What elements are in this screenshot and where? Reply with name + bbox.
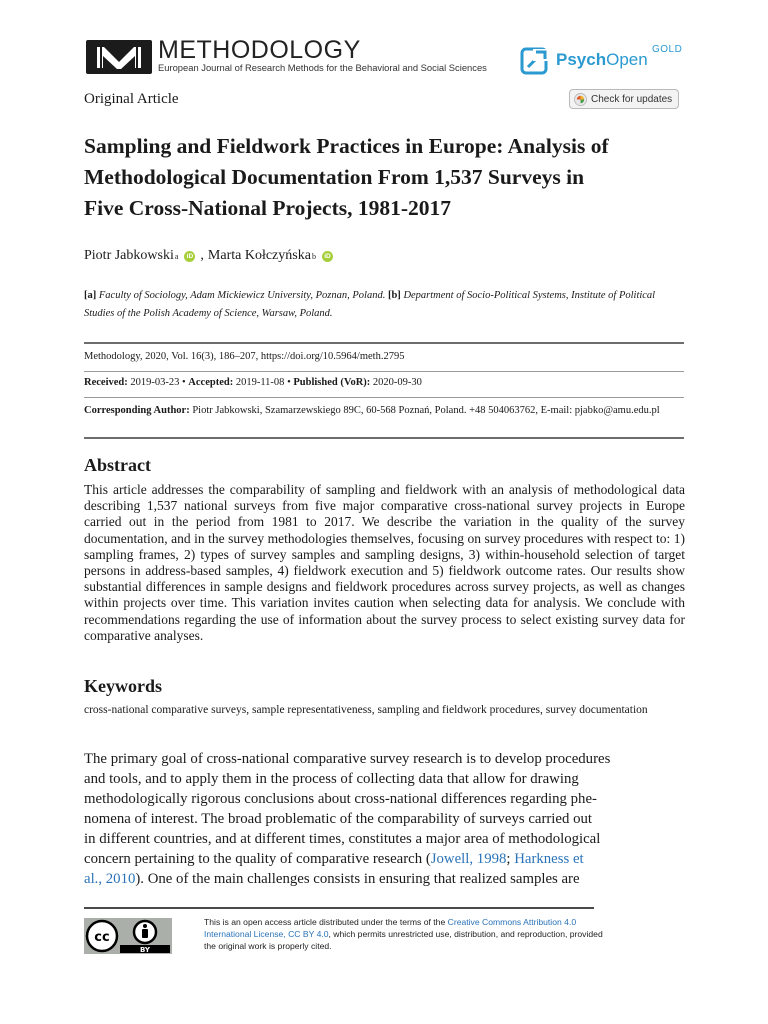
journal-subtitle: European Journal of Research Methods for the Behavioral and Social Sciences	[158, 62, 487, 73]
affiliation-tag: [b]	[387, 290, 401, 301]
author-affiliation-marker: a	[174, 251, 179, 261]
check-updates-button[interactable]	[569, 89, 679, 109]
divider	[84, 397, 684, 398]
title-line: Five Cross-National Projects, 1981-2017	[84, 196, 452, 220]
orcid-icon[interactable]: iD	[322, 251, 333, 262]
cc-by-icon	[84, 918, 172, 954]
cc-badge-by-text: BY	[139, 946, 151, 954]
license-statement	[204, 917, 604, 952]
check-updates-label: Check for updates	[591, 93, 673, 105]
article-title	[84, 131, 694, 224]
cc-badge-cc-text: cc	[94, 930, 110, 945]
affiliation-text: Department of Socio-Political Systems, Institute of Political Studies of the Polish Academy of Science, Warsaw, Poland.	[84, 290, 656, 319]
license-text: , which permits unrestricted use, distribution, and reproduction, provided the original work is properly cited.	[204, 928, 603, 951]
psychopen-logo-text[interactable]	[556, 50, 648, 70]
body-line: and tools, and to apply them in the process of collecting data that allow for drawing	[84, 771, 579, 787]
author-affiliation-marker: b	[311, 251, 316, 261]
citation: Methodology, 2020, Vol. 16(3), 186–207, https://doi.org/10.5964/meth.2795	[84, 351, 405, 362]
citation-link[interactable]: Jowell, 1998	[430, 851, 507, 867]
body-text-segment: concern pertaining to the quality of comparative research (	[84, 851, 431, 867]
body-line: nomena of interest. The broad problematic of the comparability of surveys carried out	[84, 811, 592, 827]
journal-logo-icon	[91, 42, 147, 72]
accepted-label: Accepted:	[188, 377, 234, 388]
license-text: This is an open access article distributed under the terms of the	[204, 917, 448, 927]
corresponding-author	[84, 403, 684, 418]
citation-link[interactable]: Harkness et	[514, 851, 584, 867]
body-line: in different countries, and at different times, constitutes a major area of methodological	[84, 831, 601, 847]
publisher-name-bold: Psych	[556, 50, 607, 69]
corresponding-text: Piotr Jabkowski, Szamarzewskiego 89C, 60-568 Poznań, Poland. +48 504063762, E-mail: pjabko@amu.edu.pl	[192, 405, 660, 416]
article-dates	[84, 377, 422, 388]
author-separator: ,	[200, 248, 204, 263]
abstract-text: This article addresses the comparability of sampling and fieldwork with an analysis of methodological data describing 1,537 national surveys from five major comparative cross-national survey projects in Europe carried out in the period from 1981 to 2017. We describe the variation in the quality of the survey documentation, and in the survey methodologies themselves, focusing on survey procedures with respect to: 1) sampling frames, 2) types of survey samples and sampling designs, 3) within-household selection of target persons in address-based samples, 4) fieldwork execution and 5) fieldwork outcome rates. Our results show substantial differences in sample designs and fieldwork procedures across survey projects, as well as changes within projects over time. This variation invites caution when selecting data for analysis. We conclude with recommendations regarding the use of information about the survey process to select existing survey data for comparative analyses.	[84, 482, 685, 643]
divider	[84, 371, 684, 372]
check-updates-icon	[574, 93, 587, 106]
citation-separator: ;	[506, 851, 515, 867]
corresponding-label: Corresponding Author:	[84, 405, 190, 416]
publisher-name-regular: Open	[606, 50, 648, 69]
accepted-date: 2019-11-08	[235, 377, 285, 388]
author-list	[84, 248, 338, 264]
citation-link[interactable]: al., 2010	[84, 871, 136, 887]
date-separator: •	[287, 377, 291, 388]
publisher-tier: GOLD	[652, 44, 683, 55]
author-name[interactable]: Piotr Jabkowski	[84, 248, 174, 263]
affiliation-tag: [a]	[84, 290, 97, 301]
body-line	[84, 849, 684, 869]
body-line: methodologically rigorous conclusions about cross-national differences regarding phe-	[84, 791, 597, 807]
divider	[84, 342, 684, 344]
affiliation-text: Faculty of Sociology, Adam Mickiewicz University, Poznan, Poland.	[98, 290, 386, 301]
keywords-heading: Keywords	[84, 676, 162, 696]
author-name[interactable]: Marta Kołczyńska	[207, 248, 311, 263]
footer-divider	[84, 907, 594, 909]
received-date: 2019-03-23	[130, 377, 180, 388]
body-line	[84, 869, 684, 889]
published-label: Published (VoR):	[293, 377, 371, 388]
title-line: Sampling and Fieldwork Practices in Europe: Analysis of	[84, 134, 609, 158]
date-separator: •	[181, 377, 186, 388]
body-line: The primary goal of cross-national comparative survey research is to develop procedures	[84, 751, 611, 767]
psychopen-logo-icon	[520, 46, 550, 76]
body-text-segment: ). One of the main challenges consists in ensuring that realized samples are	[135, 871, 580, 887]
published-date: 2020-09-30	[372, 377, 422, 388]
affiliations	[84, 287, 684, 322]
orcid-icon[interactable]: iD	[184, 251, 195, 262]
cc-by-license-badge[interactable]	[84, 918, 172, 954]
divider	[84, 437, 684, 439]
license-link[interactable]: Creative Commons Attribution 4.0 International License, CC BY 4.0	[204, 917, 577, 939]
body-paragraph	[84, 749, 684, 889]
journal-logo	[86, 40, 152, 74]
abstract-heading: Abstract	[84, 455, 151, 475]
keywords-text: cross-national comparative surveys, sample representativeness, sampling and fieldwork procedures, survey documentation	[84, 704, 648, 716]
journal-name: METHODOLOGY	[158, 36, 361, 64]
article-type: Original Article	[84, 91, 179, 107]
title-line: Methodological Documentation From 1,537 Surveys in	[84, 165, 585, 189]
received-label: Received:	[84, 377, 128, 388]
